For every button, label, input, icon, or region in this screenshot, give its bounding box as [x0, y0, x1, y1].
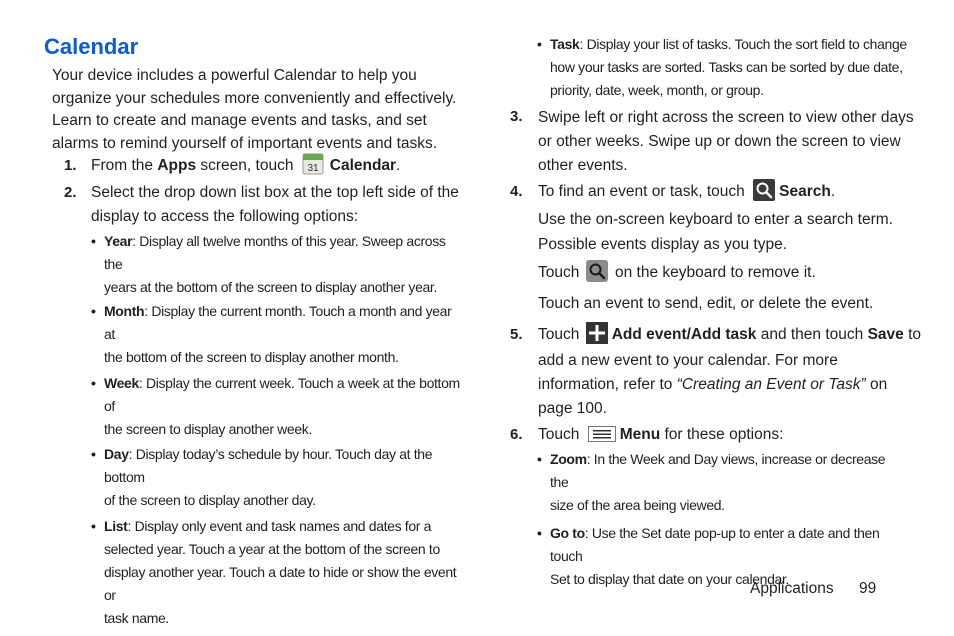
cross-reference: “Creating an Event or Task”	[676, 376, 866, 393]
option-desc: priority, date, week, month, or group.	[550, 82, 764, 98]
step-2-line: Select the drop down list box at the top left side of the	[91, 184, 459, 201]
list-item	[537, 448, 907, 517]
step-1-pre: From the	[91, 157, 158, 175]
save-label: Save	[867, 326, 904, 344]
step-3-line: or other weeks. Swipe up or down the screen to view	[538, 133, 901, 150]
step-6-post: for these options:	[660, 426, 784, 443]
option-desc: the screen to display another week.	[104, 421, 312, 437]
step-5-line: add a new event to your calendar. For more	[538, 352, 838, 369]
option-desc: task name.	[104, 610, 169, 626]
step-4-touch-post: on the keyboard to remove it.	[615, 264, 816, 282]
option-desc: : Display all twelve months of this year. Sweep across the	[104, 233, 446, 272]
menu-icon	[588, 426, 616, 442]
option-desc: : Display today’s schedule by hour. Touch day at the bottom	[104, 446, 433, 485]
bullet-dot: •	[537, 36, 542, 52]
option-desc: : Display your list of tasks. Touch the sort field to change	[579, 36, 907, 52]
bullet-dot: •	[91, 375, 96, 391]
step-3-line: Swipe left or right across the screen to view other days	[538, 109, 914, 126]
step-5-to: to	[903, 326, 921, 344]
option-desc: : Display only event and task names and dates for a	[127, 518, 432, 534]
search-icon	[753, 179, 775, 201]
intro-line: Learn to create and manage events and tasks, and set	[52, 112, 427, 129]
option-desc: the bottom of the screen to display another month.	[104, 349, 399, 365]
option-desc: how your tasks are sorted. Tasks can be sorted by due date,	[550, 59, 903, 75]
step-2-text	[91, 182, 459, 228]
list-item	[91, 230, 461, 299]
step-5-then: and then touch	[756, 326, 868, 344]
list-item	[91, 515, 461, 630]
step-number: 4.	[510, 183, 523, 200]
step-number: 3.	[510, 108, 523, 125]
option-desc: of the screen to display another day.	[104, 492, 316, 508]
step-4-end: .	[830, 183, 836, 201]
intro-line: Your device includes a powerful Calendar to help you	[52, 67, 417, 84]
intro-line: organize your schedules more conveniently and effectively.	[52, 89, 457, 107]
calendar-label: Calendar	[329, 157, 397, 175]
step-4-touch-line	[538, 262, 816, 285]
search-label: Search	[779, 183, 831, 201]
option-desc: selected year. Touch a year at the bottom of the screen to	[104, 541, 440, 557]
step-5-first-line	[538, 324, 921, 347]
list-item	[537, 522, 907, 591]
bullet-dot: •	[537, 525, 542, 541]
option-term: Month	[104, 303, 145, 319]
list-item	[91, 443, 461, 512]
page-title: Calendar	[44, 34, 139, 59]
step-4-touch-event: Touch an event to send, edit, or delete the event.	[538, 295, 874, 312]
step-5-rest	[538, 349, 887, 421]
step-number: 6.	[510, 426, 523, 443]
step-5-line	[538, 373, 887, 397]
step-1-end: .	[396, 157, 401, 175]
option-term: List	[104, 518, 128, 534]
step-1-mid: screen, touch	[196, 157, 294, 175]
step-4-line: Possible events display as you type.	[538, 236, 787, 253]
add-event-label: Add event/Add task	[611, 326, 757, 344]
step-number: 1.	[64, 157, 77, 174]
calendar-icon-day: 31	[307, 163, 319, 174]
step-6-touch: Touch	[538, 426, 580, 443]
option-desc: : Display the current month. Touch a month and year at	[104, 303, 452, 342]
list-item	[537, 33, 907, 102]
option-term: Day	[104, 446, 129, 462]
bullet-dot: •	[91, 518, 96, 534]
step-4-line: Use the on-screen keyboard to enter a search term.	[538, 211, 893, 228]
step-2-line: display to access the following options:	[91, 207, 359, 225]
option-term: Zoom	[550, 451, 587, 467]
option-term: Task	[550, 36, 580, 52]
step-4-first-line	[538, 181, 835, 204]
bullet-dot: •	[91, 233, 96, 249]
step-5-on: on	[865, 376, 888, 393]
step-number: 2.	[64, 184, 77, 201]
bullet-dot: •	[537, 451, 542, 467]
step-6-line	[538, 424, 783, 447]
option-desc: : Use the Set date pop-up to enter a date and then touch	[550, 525, 880, 564]
page-number: 99	[859, 580, 877, 597]
option-desc: Set to display that date on your calendar.	[550, 571, 790, 587]
task-option	[537, 33, 907, 102]
step-number: 5.	[510, 326, 523, 343]
step-1-text	[91, 155, 400, 178]
step-4-detail	[538, 207, 893, 257]
step-5-touch: Touch	[538, 326, 580, 344]
step-5-line: page 100.	[538, 400, 607, 417]
menu-label: Menu	[619, 426, 661, 443]
step-3-line: other events.	[538, 157, 628, 174]
option-list	[91, 230, 461, 630]
option-desc: display another year. Touch a date to hide or show the event or	[104, 564, 457, 603]
menu-option-list	[537, 448, 907, 591]
step-4-touch-pre: Touch	[538, 264, 580, 282]
option-desc: size of the area being viewed.	[550, 497, 725, 513]
option-term: Week	[104, 375, 139, 391]
step-4-pre: To find an event or task, touch	[538, 183, 745, 201]
plus-icon	[586, 322, 608, 344]
intro-paragraph	[52, 65, 456, 155]
option-term: Go to	[550, 525, 585, 541]
calendar-app-icon	[302, 153, 324, 175]
intro-line: alarms to remind yourself of important events and tasks.	[52, 134, 438, 152]
step-5-ref-pre: information, refer to	[538, 376, 677, 393]
option-desc: years at the bottom of the screen to display another year.	[104, 279, 438, 295]
apps-label: Apps	[157, 157, 197, 175]
footer-section: Applications	[750, 580, 834, 597]
option-term: Year	[104, 233, 133, 249]
option-desc: : In the Week and Day views, increase or decrease the	[550, 451, 886, 490]
bullet-dot: •	[91, 303, 96, 319]
list-item	[91, 372, 461, 441]
option-desc: : Display the current week. Touch a week at the bottom of	[104, 375, 460, 414]
step-3-text	[538, 106, 914, 178]
bullet-dot: •	[91, 446, 96, 462]
list-item	[91, 300, 461, 369]
keyboard-search-icon	[586, 260, 608, 282]
